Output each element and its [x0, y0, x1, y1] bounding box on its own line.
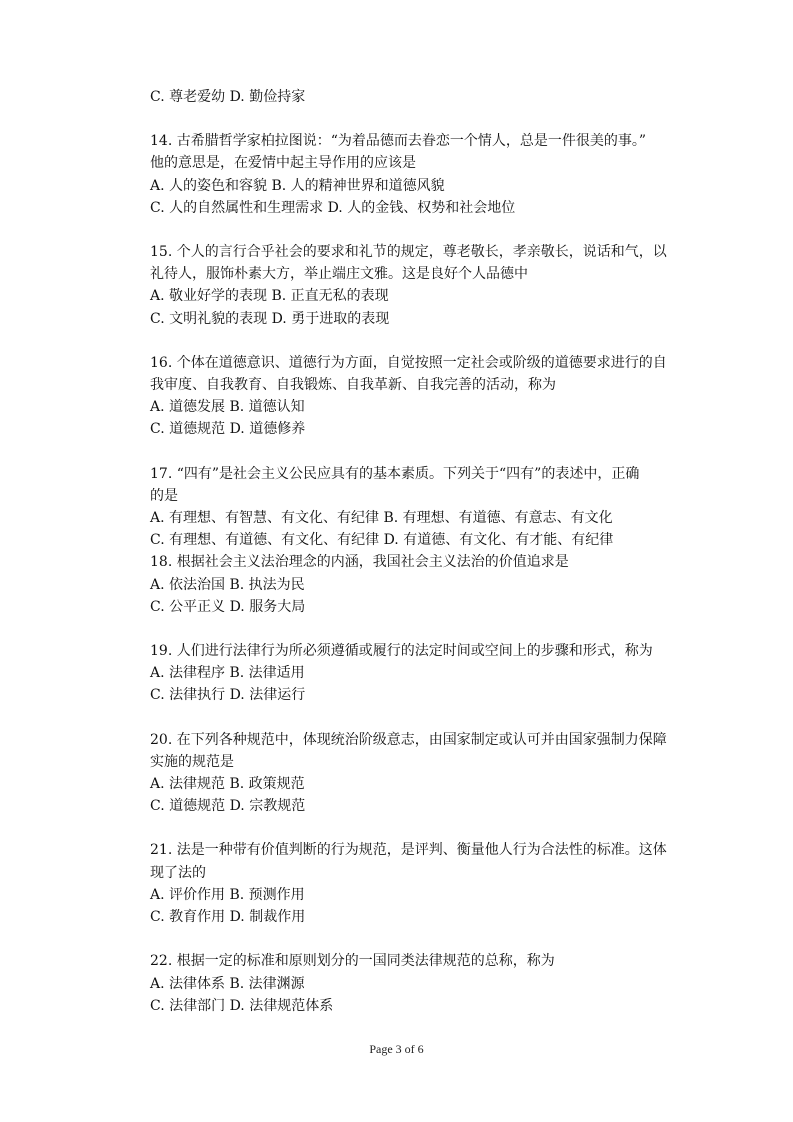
question-stem: 16. 个体在道德意识、道德行为方面，自觉按照一定社会或阶级的道德要求进行的自 [150, 354, 667, 371]
question-stem: 的是 [150, 487, 178, 504]
option-line: A. 法律体系 B. 法律渊源 [150, 975, 305, 992]
question-stem: 22. 根据一定的标准和原则划分的一国同类法律规范的总称，称为 [150, 953, 555, 970]
question-19 [150, 640, 670, 707]
question-21 [150, 839, 670, 928]
option-line: C. 有理想、有道德、有文化、有纪律 D. 有道德、有文化、有才能、有纪律 [150, 532, 614, 549]
question-13-fragment [150, 86, 670, 108]
option-line: A. 有理想、有智慧、有文化、有纪律 B. 有理想、有道德、有意志、有文化 [150, 510, 613, 527]
option-line: A. 法律规范 B. 政策规范 [150, 776, 305, 793]
option-line: C. 公平正义 D. 服务大局 [150, 598, 306, 615]
option-line: C. 文明礼貌的表现 D. 勇于进取的表现 [150, 310, 390, 327]
question-15 [150, 241, 670, 330]
question-16 [150, 352, 670, 441]
question-stem: 实施的规范是 [150, 753, 234, 770]
option-line: C. 教育作用 D. 制裁作用 [150, 909, 306, 926]
question-stem: 他的意思是，在爱情中起主导作用的应该是 [150, 155, 416, 172]
question-20 [150, 729, 670, 818]
option-line: A. 敬业好学的表现 B. 正直无私的表现 [150, 288, 389, 305]
option-line: C. 法律执行 D. 法律运行 [150, 687, 306, 704]
question-14 [150, 130, 670, 219]
option-line: A. 道德发展 B. 道德认知 [150, 399, 305, 416]
question-stem: 14. 古希腊哲学家柏拉图说：“为着品德而去眷恋一个情人，总是一件很美的事。” [150, 133, 647, 150]
question-stem: 我审度、自我教育、自我锻炼、自我革新、自我完善的活动，称为 [150, 377, 556, 394]
option-line: A. 法律程序 B. 法律适用 [150, 665, 305, 682]
option-line: C. 人的自然属性和生理需求 D. 人的金钱、权势和社会地位 [150, 199, 516, 216]
page-content [150, 86, 670, 1039]
question-stem: 礼待人，服饰朴素大方，举止端庄文雅。这是良好个人品德中 [150, 266, 528, 283]
option-line: C. 道德规范 D. 宗教规范 [150, 798, 306, 815]
question-stem: 17. “四有”是社会主义公民应具有的基本素质。下列关于“四有”的表述中，正确 [150, 465, 640, 482]
question-17 [150, 463, 670, 552]
option-line: C. 法律部门 D. 法律规范体系 [150, 997, 334, 1014]
option-line: A. 依法治国 B. 执法为民 [150, 576, 305, 593]
question-stem: 现了法的 [150, 864, 206, 881]
question-stem: 18. 根据社会主义法治理念的内涵，我国社会主义法治的价值追求是 [150, 554, 569, 571]
question-stem: 21. 法是一种带有价值判断的行为规范，是评判、衡量他人行为合法性的标准。这体 [150, 842, 667, 859]
question-stem: 19. 人们进行法律行为所必须遵循或履行的法定时间或空间上的步骤和形式，称为 [150, 643, 653, 660]
option-line: A. 人的姿色和容貌 B. 人的精神世界和道德风貌 [150, 177, 445, 194]
page-number-footer: Page 3 of 6 [369, 1042, 424, 1056]
option-line: C. 尊老爱幼 D. 勤俭持家 [150, 89, 306, 105]
question-22 [150, 950, 670, 1017]
option-line: C. 道德规范 D. 道德修养 [150, 421, 306, 438]
question-stem: 20. 在下列各种规范中，体现统治阶级意志，由国家制定或认可并由国家强制力保障 [150, 731, 667, 748]
question-stem: 15. 个人的言行合乎社会的要求和礼节的规定，尊老敬长，孝亲敬长，说话和气，以 [150, 244, 667, 261]
question-18 [150, 551, 670, 618]
option-line: A. 评价作用 B. 预测作用 [150, 886, 305, 903]
